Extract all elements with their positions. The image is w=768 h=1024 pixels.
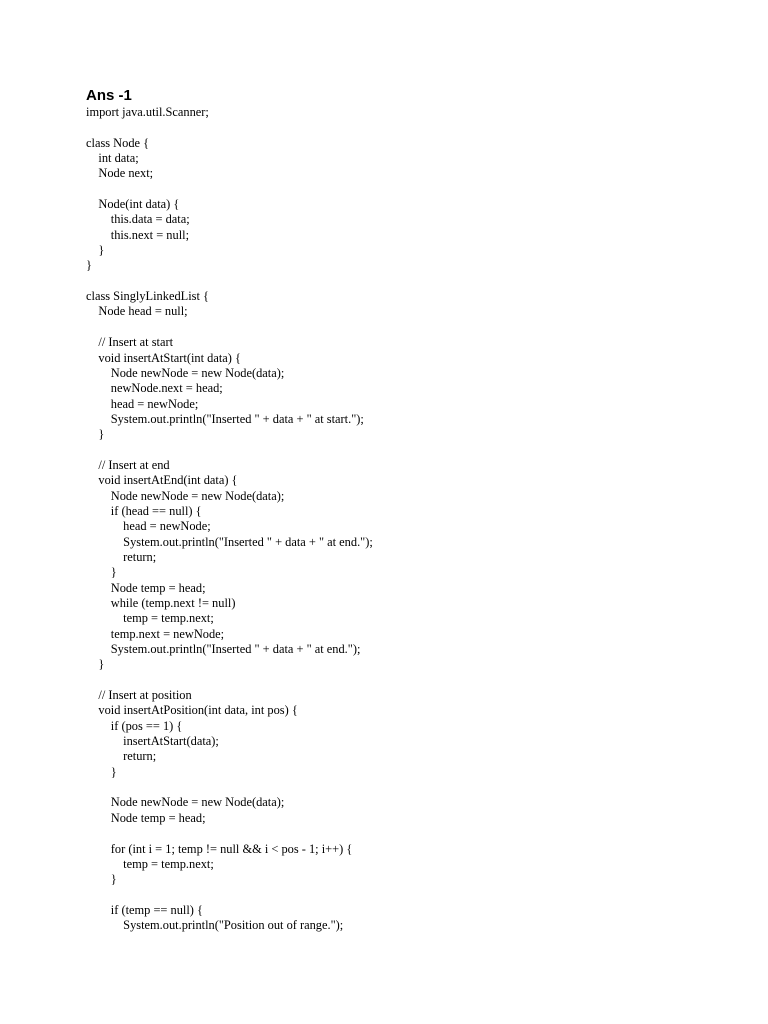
code-blank-line: [86, 673, 373, 688]
code-line: if (head == null) {: [86, 503, 202, 518]
code-line: import java.util.Scanner;: [86, 105, 209, 119]
code-line: return;: [86, 749, 157, 764]
code-line: head = newNode;: [86, 396, 199, 411]
code-line: if (pos == 1) {: [86, 718, 183, 733]
code-line: Node(int data) {: [86, 197, 180, 212]
code-block: [86, 105, 373, 934]
code-line: System.out.println("Position out of range.");: [86, 918, 344, 933]
code-blank-line: [86, 888, 373, 903]
code-blank-line: [86, 120, 373, 135]
code-line: System.out.println("Inserted " + data + " at end.");: [86, 534, 373, 549]
answer-heading: Ans -1: [86, 87, 132, 104]
code-line: }: [86, 872, 117, 887]
code-line: void insertAtStart(int data) {: [86, 350, 241, 365]
code-line: temp.next = newNode;: [86, 626, 225, 641]
code-line: for (int i = 1; temp != null && i < pos - 1; i++) {: [86, 841, 353, 856]
code-line: }: [86, 427, 105, 442]
code-line: newNode.next = head;: [86, 381, 223, 396]
code-line: return;: [86, 549, 157, 564]
code-line: temp = temp.next;: [86, 611, 214, 626]
code-line: Node next;: [86, 166, 154, 181]
code-line: // Insert at position: [86, 688, 192, 703]
code-line: Node newNode = new Node(data);: [86, 488, 285, 503]
code-line: Node temp = head;: [86, 580, 206, 595]
code-line: System.out.println("Inserted " + data + " at start.");: [86, 411, 364, 426]
code-line: void insertAtPosition(int data, int pos) {: [86, 703, 298, 718]
code-line: temp = temp.next;: [86, 856, 214, 871]
code-line: }: [86, 565, 117, 580]
code-line: // Insert at start: [86, 335, 174, 350]
code-line: // Insert at end: [86, 457, 170, 472]
code-line: }: [86, 258, 92, 273]
code-line: int data;: [86, 151, 139, 166]
code-line: }: [86, 243, 105, 258]
code-line: Node temp = head;: [86, 810, 206, 825]
code-line: Node head = null;: [86, 304, 188, 319]
code-blank-line: [86, 274, 373, 289]
code-line: this.data = data;: [86, 212, 190, 227]
code-blank-line: [86, 780, 373, 795]
code-line: while (temp.next != null): [86, 596, 236, 610]
code-line: head = newNode;: [86, 519, 211, 534]
code-blank-line: [86, 826, 373, 841]
code-line: class SinglyLinkedList {: [86, 289, 209, 304]
code-line: Node newNode = new Node(data);: [86, 365, 285, 380]
code-line: }: [86, 657, 105, 672]
code-line: class Node {: [86, 135, 150, 150]
code-line: }: [86, 764, 117, 779]
code-blank-line: [86, 320, 373, 335]
code-blank-line: [86, 443, 373, 458]
code-line: this.next = null;: [86, 227, 190, 242]
code-line: if (temp == null) {: [86, 902, 203, 917]
code-line: insertAtStart(data);: [86, 734, 219, 749]
code-line: void insertAtEnd(int data) {: [86, 473, 238, 488]
code-blank-line: [86, 182, 373, 197]
code-line: System.out.println("Inserted " + data + " at end.");: [86, 642, 361, 657]
code-line: Node newNode = new Node(data);: [86, 795, 285, 810]
